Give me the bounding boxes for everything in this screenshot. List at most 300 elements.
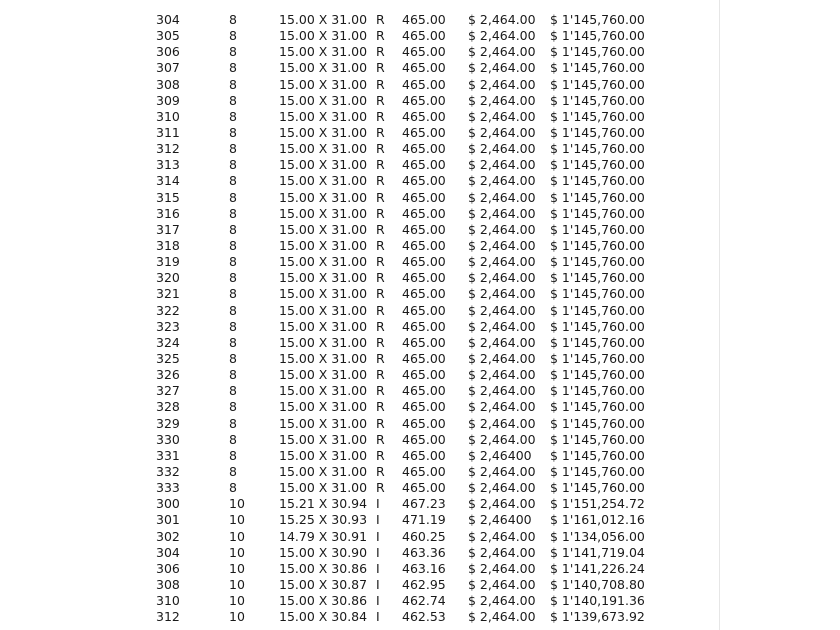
dimensions-cell: 15.00 X 31.00	[279, 431, 368, 447]
area-cell: 465.00	[402, 447, 446, 463]
total-price-cell: $ 1'145,760.00	[550, 124, 645, 140]
dimensions-cell: 15.00 X 31.00	[279, 415, 368, 431]
unit-price-cell: $ 2,464.00	[468, 544, 536, 560]
table-row	[0, 512, 719, 528]
total-price-cell: $ 1'145,760.00	[550, 447, 645, 463]
area-cell: 465.00	[402, 60, 446, 76]
area-cell: 465.00	[402, 141, 446, 157]
area-cell: 462.74	[402, 593, 446, 609]
unit-price-cell: $ 2,464.00	[468, 399, 536, 415]
type-code-cell: R	[376, 44, 385, 60]
table-row	[0, 77, 719, 93]
table-row	[0, 303, 719, 319]
type-code-cell: R	[376, 254, 385, 270]
dimensions-cell: 15.00 X 31.00	[279, 237, 368, 253]
block-number-cell: 8	[229, 12, 237, 27]
lot-number-cell: 305	[156, 28, 180, 44]
area-cell: 465.00	[402, 173, 446, 189]
lot-number-cell: 310	[156, 108, 180, 124]
unit-price-cell: $ 2,464.00	[468, 609, 536, 625]
type-code-cell: R	[376, 270, 385, 286]
unit-price-cell: $ 2,464.00	[468, 92, 536, 108]
block-number-cell: 8	[229, 141, 237, 157]
type-code-cell: R	[376, 92, 385, 108]
table-row	[0, 545, 719, 561]
dimensions-cell: 15.00 X 30.90	[279, 544, 368, 560]
area-cell: 465.00	[402, 399, 446, 415]
total-price-cell: $ 1'145,760.00	[550, 367, 645, 383]
dimensions-cell: 15.00 X 31.00	[279, 205, 368, 221]
block-number-cell: 8	[229, 270, 237, 286]
dimensions-cell: 15.00 X 31.00	[279, 254, 368, 270]
unit-price-cell: $ 2,464.00	[468, 76, 536, 92]
lot-number-cell: 328	[156, 399, 180, 415]
total-price-cell: $ 1'145,760.00	[550, 350, 645, 366]
type-code-cell: R	[376, 399, 385, 415]
type-code-cell: R	[376, 108, 385, 124]
lot-number-cell: 332	[156, 463, 180, 479]
area-cell: 467.23	[402, 496, 446, 512]
total-price-cell: $ 1'145,760.00	[550, 12, 645, 27]
lot-number-cell: 314	[156, 173, 180, 189]
block-number-cell: 10	[229, 609, 245, 625]
total-price-cell: $ 1'145,760.00	[550, 221, 645, 237]
type-code-cell: I	[376, 593, 380, 609]
unit-price-cell: $ 2,464.00	[468, 367, 536, 383]
unit-price-cell: $ 2,464.00	[468, 44, 536, 60]
table-row	[0, 432, 719, 448]
lot-number-cell: 323	[156, 318, 180, 334]
total-price-cell: $ 1'141,226.24	[550, 560, 645, 576]
table-row	[0, 206, 719, 222]
table-row	[0, 222, 719, 238]
unit-price-cell: $ 2,464.00	[468, 560, 536, 576]
table-row	[0, 125, 719, 141]
dimensions-cell: 15.00 X 31.00	[279, 108, 368, 124]
area-cell: 465.00	[402, 254, 446, 270]
block-number-cell: 8	[229, 189, 237, 205]
unit-price-cell: $ 2,464.00	[468, 334, 536, 350]
area-cell: 465.00	[402, 108, 446, 124]
area-cell: 465.00	[402, 350, 446, 366]
total-price-cell: $ 1'145,760.00	[550, 415, 645, 431]
unit-price-cell: $ 2,464.00	[468, 189, 536, 205]
type-code-cell: R	[376, 124, 385, 140]
table-row	[0, 190, 719, 206]
area-cell: 465.00	[402, 480, 446, 496]
table-row	[0, 44, 719, 60]
block-number-cell: 8	[229, 350, 237, 366]
total-price-cell: $ 1'145,760.00	[550, 76, 645, 92]
block-number-cell: 8	[229, 334, 237, 350]
unit-price-cell: $ 2,464.00	[468, 28, 536, 44]
block-number-cell: 10	[229, 560, 245, 576]
type-code-cell: I	[376, 609, 380, 625]
total-price-cell: $ 1'139,673.92	[550, 609, 645, 625]
unit-price-cell: $ 2,46400	[468, 512, 532, 528]
unit-price-cell: $ 2,46400	[468, 447, 532, 463]
dimensions-cell: 15.00 X 31.00	[279, 173, 368, 189]
lot-number-cell: 318	[156, 237, 180, 253]
type-code-cell: R	[376, 189, 385, 205]
lot-number-cell: 306	[156, 560, 180, 576]
type-code-cell: R	[376, 480, 385, 496]
table-row	[0, 351, 719, 367]
lot-number-cell: 321	[156, 286, 180, 302]
type-code-cell: R	[376, 173, 385, 189]
lot-number-cell: 302	[156, 528, 180, 544]
dimensions-cell: 15.00 X 31.00	[279, 44, 368, 60]
table-row	[0, 93, 719, 109]
type-code-cell: R	[376, 302, 385, 318]
dimensions-cell: 15.00 X 31.00	[279, 480, 368, 496]
type-code-cell: R	[376, 463, 385, 479]
total-price-cell: $ 1'145,760.00	[550, 44, 645, 60]
type-code-cell: R	[376, 383, 385, 399]
type-code-cell: R	[376, 12, 385, 27]
table-row	[0, 480, 719, 496]
area-cell: 465.00	[402, 367, 446, 383]
type-code-cell: R	[376, 237, 385, 253]
lot-number-cell: 304	[156, 544, 180, 560]
area-cell: 465.00	[402, 76, 446, 92]
unit-price-cell: $ 2,464.00	[468, 286, 536, 302]
area-cell: 465.00	[402, 302, 446, 318]
area-cell: 465.00	[402, 383, 446, 399]
lot-number-cell: 308	[156, 576, 180, 592]
table-row	[0, 141, 719, 157]
lot-number-cell: 310	[156, 593, 180, 609]
dimensions-cell: 15.00 X 31.00	[279, 350, 368, 366]
lot-number-cell: 315	[156, 189, 180, 205]
unit-price-cell: $ 2,464.00	[468, 593, 536, 609]
total-price-cell: $ 1'145,760.00	[550, 334, 645, 350]
type-code-cell: R	[376, 157, 385, 173]
lot-number-cell: 306	[156, 44, 180, 60]
table-row	[0, 286, 719, 302]
area-cell: 465.00	[402, 124, 446, 140]
dimensions-cell: 15.00 X 31.00	[279, 463, 368, 479]
type-code-cell: I	[376, 496, 380, 512]
lot-number-cell: 331	[156, 447, 180, 463]
area-cell: 462.95	[402, 576, 446, 592]
total-price-cell: $ 1'145,760.00	[550, 28, 645, 44]
block-number-cell: 8	[229, 367, 237, 383]
block-number-cell: 8	[229, 254, 237, 270]
total-price-cell: $ 1'145,760.00	[550, 189, 645, 205]
block-number-cell: 8	[229, 205, 237, 221]
table-row	[0, 496, 719, 512]
type-code-cell: R	[376, 415, 385, 431]
dimensions-cell: 15.00 X 30.84	[279, 609, 368, 625]
dimensions-cell: 15.00 X 31.00	[279, 141, 368, 157]
area-cell: 465.00	[402, 431, 446, 447]
block-number-cell: 8	[229, 92, 237, 108]
dimensions-cell: 14.79 X 30.91	[279, 528, 368, 544]
total-price-cell: $ 1'145,760.00	[550, 173, 645, 189]
dimensions-cell: 15.21 X 30.94	[279, 496, 368, 512]
total-price-cell: $ 1'145,760.00	[550, 237, 645, 253]
dimensions-cell: 15.00 X 31.00	[279, 157, 368, 173]
dimensions-cell: 15.00 X 31.00	[279, 447, 368, 463]
table-row	[0, 254, 719, 270]
block-number-cell: 8	[229, 318, 237, 334]
total-price-cell: $ 1'141,719.04	[550, 544, 645, 560]
lot-number-cell: 313	[156, 157, 180, 173]
unit-price-cell: $ 2,464.00	[468, 431, 536, 447]
dimensions-cell: 15.00 X 31.00	[279, 76, 368, 92]
lot-number-cell: 309	[156, 92, 180, 108]
dimensions-cell: 15.00 X 31.00	[279, 60, 368, 76]
block-number-cell: 8	[229, 173, 237, 189]
total-price-cell: $ 1'145,760.00	[550, 157, 645, 173]
area-cell: 465.00	[402, 318, 446, 334]
total-price-cell: $ 1'145,760.00	[550, 60, 645, 76]
type-code-cell: R	[376, 286, 385, 302]
type-code-cell: R	[376, 60, 385, 76]
block-number-cell: 10	[229, 576, 245, 592]
page-edge-divider	[719, 0, 720, 630]
area-cell: 465.00	[402, 157, 446, 173]
block-number-cell: 8	[229, 415, 237, 431]
lot-price-table	[0, 12, 719, 625]
dimensions-cell: 15.25 X 30.93	[279, 512, 368, 528]
table-row	[0, 529, 719, 545]
table-row	[0, 416, 719, 432]
total-price-cell: $ 1'140,191.36	[550, 593, 645, 609]
block-number-cell: 8	[229, 60, 237, 76]
block-number-cell: 10	[229, 593, 245, 609]
table-row	[0, 367, 719, 383]
area-cell: 465.00	[402, 205, 446, 221]
block-number-cell: 8	[229, 302, 237, 318]
total-price-cell: $ 1'145,760.00	[550, 286, 645, 302]
total-price-cell: $ 1'145,760.00	[550, 108, 645, 124]
table-row	[0, 577, 719, 593]
unit-price-cell: $ 2,464.00	[468, 12, 536, 27]
lot-number-cell: 320	[156, 270, 180, 286]
unit-price-cell: $ 2,464.00	[468, 528, 536, 544]
dimensions-cell: 15.00 X 31.00	[279, 28, 368, 44]
lot-number-cell: 319	[156, 254, 180, 270]
lot-number-cell: 317	[156, 221, 180, 237]
type-code-cell: R	[376, 350, 385, 366]
unit-price-cell: $ 2,464.00	[468, 124, 536, 140]
dimensions-cell: 15.00 X 31.00	[279, 124, 368, 140]
area-cell: 465.00	[402, 270, 446, 286]
block-number-cell: 8	[229, 383, 237, 399]
block-number-cell: 8	[229, 286, 237, 302]
total-price-cell: $ 1'145,760.00	[550, 270, 645, 286]
dimensions-cell: 15.00 X 31.00	[279, 334, 368, 350]
unit-price-cell: $ 2,464.00	[468, 302, 536, 318]
total-price-cell: $ 1'145,760.00	[550, 254, 645, 270]
area-cell: 465.00	[402, 334, 446, 350]
table-row	[0, 448, 719, 464]
block-number-cell: 8	[229, 399, 237, 415]
dimensions-cell: 15.00 X 31.00	[279, 286, 368, 302]
type-code-cell: R	[376, 367, 385, 383]
dimensions-cell: 15.00 X 31.00	[279, 318, 368, 334]
area-cell: 465.00	[402, 12, 446, 27]
dimensions-cell: 15.00 X 30.86	[279, 560, 368, 576]
lot-number-cell: 311	[156, 124, 180, 140]
lot-number-cell: 324	[156, 334, 180, 350]
total-price-cell: $ 1'161,012.16	[550, 512, 645, 528]
dimensions-cell: 15.00 X 31.00	[279, 383, 368, 399]
area-cell: 465.00	[402, 237, 446, 253]
total-price-cell: $ 1'145,760.00	[550, 480, 645, 496]
block-number-cell: 8	[229, 480, 237, 496]
table-row	[0, 173, 719, 189]
area-cell: 465.00	[402, 286, 446, 302]
total-price-cell: $ 1'145,760.00	[550, 205, 645, 221]
total-price-cell: $ 1'145,760.00	[550, 92, 645, 108]
block-number-cell: 8	[229, 124, 237, 140]
lot-number-cell: 304	[156, 12, 180, 27]
table-row	[0, 60, 719, 76]
table-row	[0, 12, 719, 28]
table-row	[0, 109, 719, 125]
block-number-cell: 8	[229, 463, 237, 479]
area-cell: 465.00	[402, 28, 446, 44]
lot-number-cell: 300	[156, 496, 180, 512]
total-price-cell: $ 1'151,254.72	[550, 496, 645, 512]
table-row	[0, 319, 719, 335]
table-row	[0, 609, 719, 625]
block-number-cell: 10	[229, 528, 245, 544]
lot-number-cell: 301	[156, 512, 180, 528]
unit-price-cell: $ 2,464.00	[468, 383, 536, 399]
unit-price-cell: $ 2,464.00	[468, 415, 536, 431]
unit-price-cell: $ 2,464.00	[468, 108, 536, 124]
total-price-cell: $ 1'145,760.00	[550, 431, 645, 447]
table-row	[0, 561, 719, 577]
unit-price-cell: $ 2,464.00	[468, 141, 536, 157]
table-row	[0, 157, 719, 173]
dimensions-cell: 15.00 X 31.00	[279, 270, 368, 286]
lot-number-cell: 329	[156, 415, 180, 431]
block-number-cell: 8	[229, 237, 237, 253]
type-code-cell: R	[376, 447, 385, 463]
block-number-cell: 8	[229, 157, 237, 173]
table-row	[0, 464, 719, 480]
total-price-cell: $ 1'145,760.00	[550, 399, 645, 415]
total-price-cell: $ 1'145,760.00	[550, 463, 645, 479]
type-code-cell: R	[376, 28, 385, 44]
type-code-cell: R	[376, 205, 385, 221]
dimensions-cell: 15.00 X 30.87	[279, 576, 368, 592]
type-code-cell: I	[376, 528, 380, 544]
table-row	[0, 28, 719, 44]
lot-number-cell: 312	[156, 609, 180, 625]
type-code-cell: I	[376, 576, 380, 592]
table-row	[0, 399, 719, 415]
dimensions-cell: 15.00 X 31.00	[279, 92, 368, 108]
unit-price-cell: $ 2,464.00	[468, 270, 536, 286]
block-number-cell: 10	[229, 544, 245, 560]
area-cell: 465.00	[402, 463, 446, 479]
block-number-cell: 8	[229, 44, 237, 60]
area-cell: 463.36	[402, 544, 446, 560]
dimensions-cell: 15.00 X 31.00	[279, 189, 368, 205]
dimensions-cell: 15.00 X 31.00	[279, 302, 368, 318]
unit-price-cell: $ 2,464.00	[468, 496, 536, 512]
lot-number-cell: 327	[156, 383, 180, 399]
unit-price-cell: $ 2,464.00	[468, 480, 536, 496]
lot-number-cell: 316	[156, 205, 180, 221]
type-code-cell: I	[376, 544, 380, 560]
unit-price-cell: $ 2,464.00	[468, 205, 536, 221]
area-cell: 465.00	[402, 92, 446, 108]
unit-price-cell: $ 2,464.00	[468, 157, 536, 173]
dimensions-cell: 15.00 X 31.00	[279, 221, 368, 237]
total-price-cell: $ 1'145,760.00	[550, 141, 645, 157]
table-row	[0, 383, 719, 399]
total-price-cell: $ 1'140,708.80	[550, 576, 645, 592]
dimensions-cell: 15.00 X 30.86	[279, 593, 368, 609]
block-number-cell: 8	[229, 447, 237, 463]
lot-number-cell: 312	[156, 141, 180, 157]
lot-number-cell: 333	[156, 480, 180, 496]
area-cell: 463.16	[402, 560, 446, 576]
unit-price-cell: $ 2,464.00	[468, 237, 536, 253]
lot-number-cell: 307	[156, 60, 180, 76]
unit-price-cell: $ 2,464.00	[468, 350, 536, 366]
lot-number-cell: 308	[156, 76, 180, 92]
type-code-cell: R	[376, 318, 385, 334]
block-number-cell: 10	[229, 512, 245, 528]
type-code-cell: R	[376, 76, 385, 92]
type-code-cell: R	[376, 334, 385, 350]
area-cell: 465.00	[402, 189, 446, 205]
unit-price-cell: $ 2,464.00	[468, 576, 536, 592]
dimensions-cell: 15.00 X 31.00	[279, 367, 368, 383]
table-row	[0, 593, 719, 609]
area-cell: 471.19	[402, 512, 446, 528]
block-number-cell: 8	[229, 28, 237, 44]
total-price-cell: $ 1'145,760.00	[550, 318, 645, 334]
block-number-cell: 10	[229, 496, 245, 512]
block-number-cell: 8	[229, 221, 237, 237]
total-price-cell: $ 1'145,760.00	[550, 302, 645, 318]
dimensions-cell: 15.00 X 31.00	[279, 399, 368, 415]
type-code-cell: I	[376, 512, 380, 528]
lot-number-cell: 330	[156, 431, 180, 447]
area-cell: 465.00	[402, 415, 446, 431]
lot-number-cell: 325	[156, 350, 180, 366]
unit-price-cell: $ 2,464.00	[468, 173, 536, 189]
dimensions-cell: 15.00 X 31.00	[279, 12, 368, 27]
type-code-cell: R	[376, 141, 385, 157]
lot-number-cell: 322	[156, 302, 180, 318]
area-cell: 465.00	[402, 221, 446, 237]
unit-price-cell: $ 2,464.00	[468, 221, 536, 237]
table-row	[0, 238, 719, 254]
area-cell: 462.53	[402, 609, 446, 625]
lot-number-cell: 326	[156, 367, 180, 383]
unit-price-cell: $ 2,464.00	[468, 463, 536, 479]
block-number-cell: 8	[229, 76, 237, 92]
unit-price-cell: $ 2,464.00	[468, 318, 536, 334]
type-code-cell: R	[376, 221, 385, 237]
total-price-cell: $ 1'145,760.00	[550, 383, 645, 399]
type-code-cell: I	[376, 560, 380, 576]
type-code-cell: R	[376, 431, 385, 447]
table-row	[0, 270, 719, 286]
table-row	[0, 335, 719, 351]
area-cell: 460.25	[402, 528, 446, 544]
